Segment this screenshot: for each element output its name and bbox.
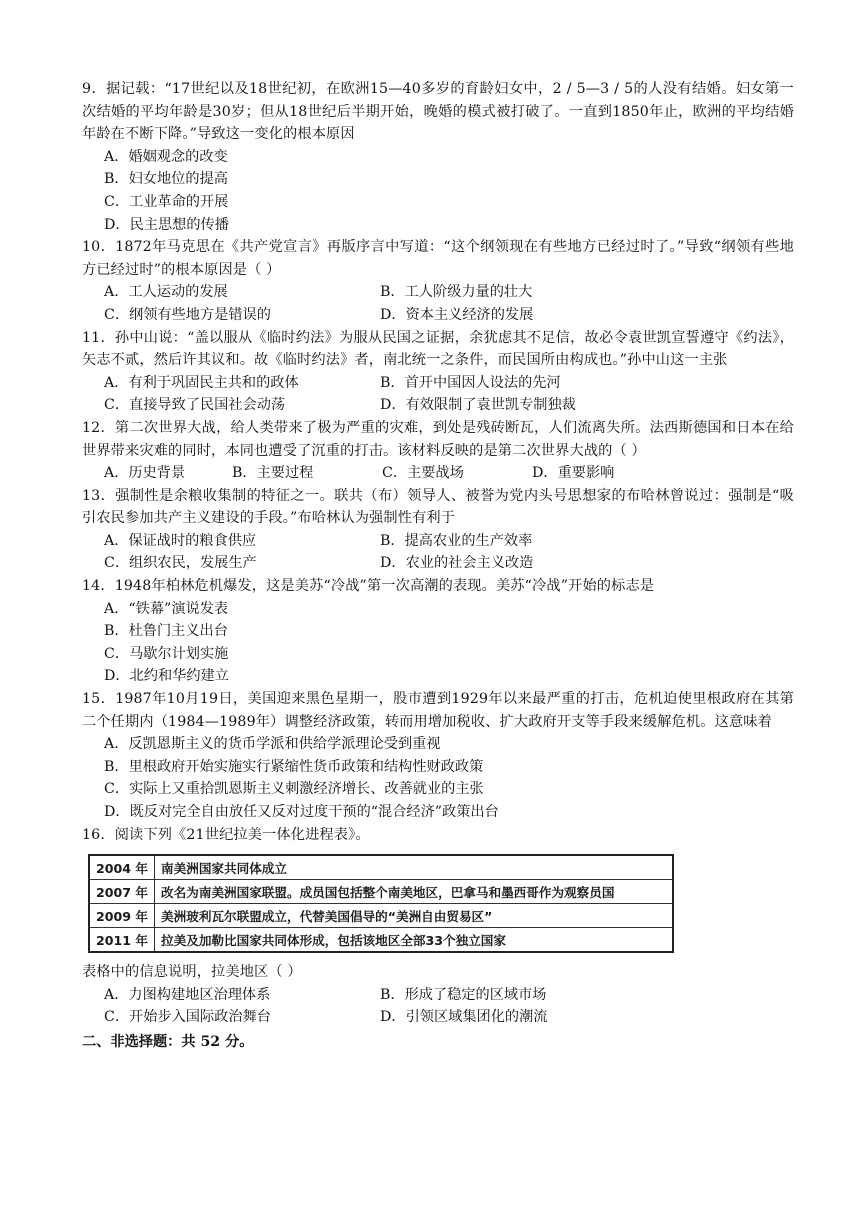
question-11-option-c[interactable]: C．直接导致了民国社会动荡	[104, 397, 286, 414]
question-9-option-b[interactable]: B．妇女地位的提高	[104, 171, 228, 188]
table-event-cell: 改名为南美洲国家联盟。成员国包括整个南美地区，巴拿马和墨西哥作为观察员国	[155, 880, 673, 904]
table-row	[89, 928, 673, 953]
question-15-option-a[interactable]: A．反凯恩斯主义的货币学派和供给学派理论受到重视	[104, 736, 441, 753]
question-16-option-a[interactable]: A．力图构建地区治理体系	[104, 986, 271, 1003]
question-11-options-row-2	[82, 394, 794, 417]
question-16-followup: 表格中的信息说明，拉美地区（ ）	[82, 964, 302, 981]
table-year-cell: 2004 年	[89, 855, 155, 880]
exam-page	[82, 78, 794, 1054]
question-16-options-row-1	[82, 984, 794, 1007]
table-event-cell: 美洲玻利瓦尔联盟成立，代替美国倡导的“美洲自由贸易区”	[155, 904, 673, 928]
question-13-option-d[interactable]: D．农业的社会主义改造	[380, 555, 534, 572]
question-14-option-b[interactable]: B．杜鲁门主义出台	[104, 623, 228, 640]
question-12-options-row	[82, 462, 794, 485]
question-9-option-c[interactable]: C．工业革命的开展	[104, 193, 229, 210]
question-12-option-b[interactable]: B．主要过程	[232, 465, 314, 482]
question-14-option-a[interactable]: A．“铁幕”演说发表	[104, 600, 229, 617]
question-11-stem: 11．孙中山说：“盖以服从《临时约法》为服从民国之证据，余犹虑其不足信，故必令袁世凯宣誓遵守《约法》，矢志不贰，然后许其议和。故《临时约法》者，南北统一之条件，而民国所由构成也。”孙中山这一主张	[82, 329, 794, 369]
question-9-option-d[interactable]: D．民主思想的传播	[104, 216, 229, 233]
question-15-option-d[interactable]: D．既反对完全自由放任又反对过度干预的“混合经济”政策出台	[104, 804, 499, 820]
question-12-stem: 12．第二次世界大战，给人类带来了极为严重的灾难，到处是残砖断瓦，人们流离失所。法西斯德国和日本在给世界带来灾难的同时，本同也遭受了沉重的打击。该材料反映的是第二次世界大战的（ ）	[82, 419, 794, 459]
question-13-options-row-2	[82, 552, 794, 575]
question-13-options-row-1	[82, 530, 794, 553]
question-13-stem: 13．强制性是余粮收集制的特征之一。联共（布）领导人、被誉为党内头号思想家的布哈林曾说过：强制是“吸引农民参加共产主义建设的手段。”布哈林认为强制性有利于	[82, 487, 794, 527]
question-16-option-b[interactable]: B．形成了稳定的区域市场	[380, 986, 547, 1003]
question-9-stem: 9．据记载：“17世纪以及18世纪初，在欧洲15—40多岁的育龄妇女中，2 / 5—3 / 5的人没有结婚。妇女第一次结婚的平均年龄是30岁；但从18世纪后半期开始，晚婚的模式被打破了。一直到1850年止，欧洲的平均结婚年龄在不断下降。”导致这一变化的根本原因	[82, 81, 794, 143]
question-14-stem: 14．1948年柏林危机爆发，这是美苏“冷战”第一次高潮的表现。美苏“冷战”开始的标志是	[82, 578, 655, 595]
table-event-cell: 南美洲国家共同体成立	[155, 855, 673, 880]
question-11-option-d[interactable]: D．有效限制了袁世凯专制独裁	[380, 397, 576, 414]
question-12-option-c[interactable]: C．主要战场	[382, 465, 464, 482]
question-15-option-c[interactable]: C．实际上又重拾凯恩斯主义刺激经济增长、改善就业的主张	[104, 781, 484, 798]
table-row	[89, 904, 673, 928]
integration-table	[88, 854, 674, 953]
question-10-stem: 10．1872年马克思在《共产党宣言》再版序言中写道：“这个纲领现在有些地方已经过时了。”导致“纲领有些地方已经过时”的根本原因是（ ）	[82, 239, 794, 278]
question-16-option-c[interactable]: C．开始步入国际政治舞台	[104, 1009, 271, 1026]
question-13-option-c[interactable]: C．组织农民，发展生产	[104, 555, 257, 572]
question-10-option-a[interactable]: A．工人运动的发展	[104, 284, 228, 301]
question-16-stem: 16．阅读下列《21世纪拉美一体化进程表》。	[82, 826, 370, 843]
question-15-option-b[interactable]: B．里根政府开始实施实行紧缩性货币政策和结构性财政政策	[104, 758, 484, 775]
question-9-option-a[interactable]: A．婚姻观念的改变	[104, 148, 228, 165]
question-11-option-b[interactable]: B．首开中国因人设法的先河	[380, 374, 561, 391]
question-14-option-d[interactable]: D．北约和华约建立	[104, 668, 229, 685]
question-11-option-a[interactable]: A．有利于巩固民主共和的政体	[104, 374, 299, 391]
table-year-cell: 2007 年	[89, 880, 155, 904]
question-13-option-b[interactable]: B．提高农业的生产效率	[380, 532, 533, 549]
question-13-option-a[interactable]: A．保证战时的粮食供应	[104, 532, 257, 549]
table-event-cell: 拉美及加勒比国家共同体形成，包括该地区全部33个独立国家	[155, 928, 673, 953]
table-year-cell: 2011 年	[89, 928, 155, 953]
latin-america-integration-table	[88, 854, 674, 953]
question-11-options-row-1	[82, 372, 794, 395]
question-10-options-row-2	[82, 304, 794, 327]
question-10-option-b[interactable]: B．工人阶级力量的壮大	[380, 284, 533, 301]
table-row	[89, 855, 673, 880]
table-row	[89, 880, 673, 904]
question-10-option-d[interactable]: D．资本主义经济的发展	[380, 306, 534, 323]
question-12-option-d[interactable]: D．重要影响	[532, 465, 615, 482]
question-16-options-row-2	[82, 1006, 794, 1029]
section-heading: 二、非选择题：共 52 分。	[82, 1033, 254, 1050]
question-15-stem: 15．1987年10月19日，美国迎来黑色星期一，股市遭到1929年以来最严重的打击，危机迫使里根政府在其第二个任期内（1984—1989年）调整经济政策，转而用增加税收、扩大政府开支等手段来缓解危机。这意味着	[82, 691, 794, 730]
question-16-option-d[interactable]: D．引领区域集团化的潮流	[380, 1009, 548, 1026]
question-10-option-c[interactable]: C．纲领有些地方是错误的	[104, 306, 271, 323]
question-14-option-c[interactable]: C．马歇尔计划实施	[104, 645, 229, 662]
table-year-cell: 2009 年	[89, 904, 155, 928]
question-12-option-a[interactable]: A．历史背景	[104, 465, 186, 482]
question-10-options-row-1	[82, 281, 794, 304]
